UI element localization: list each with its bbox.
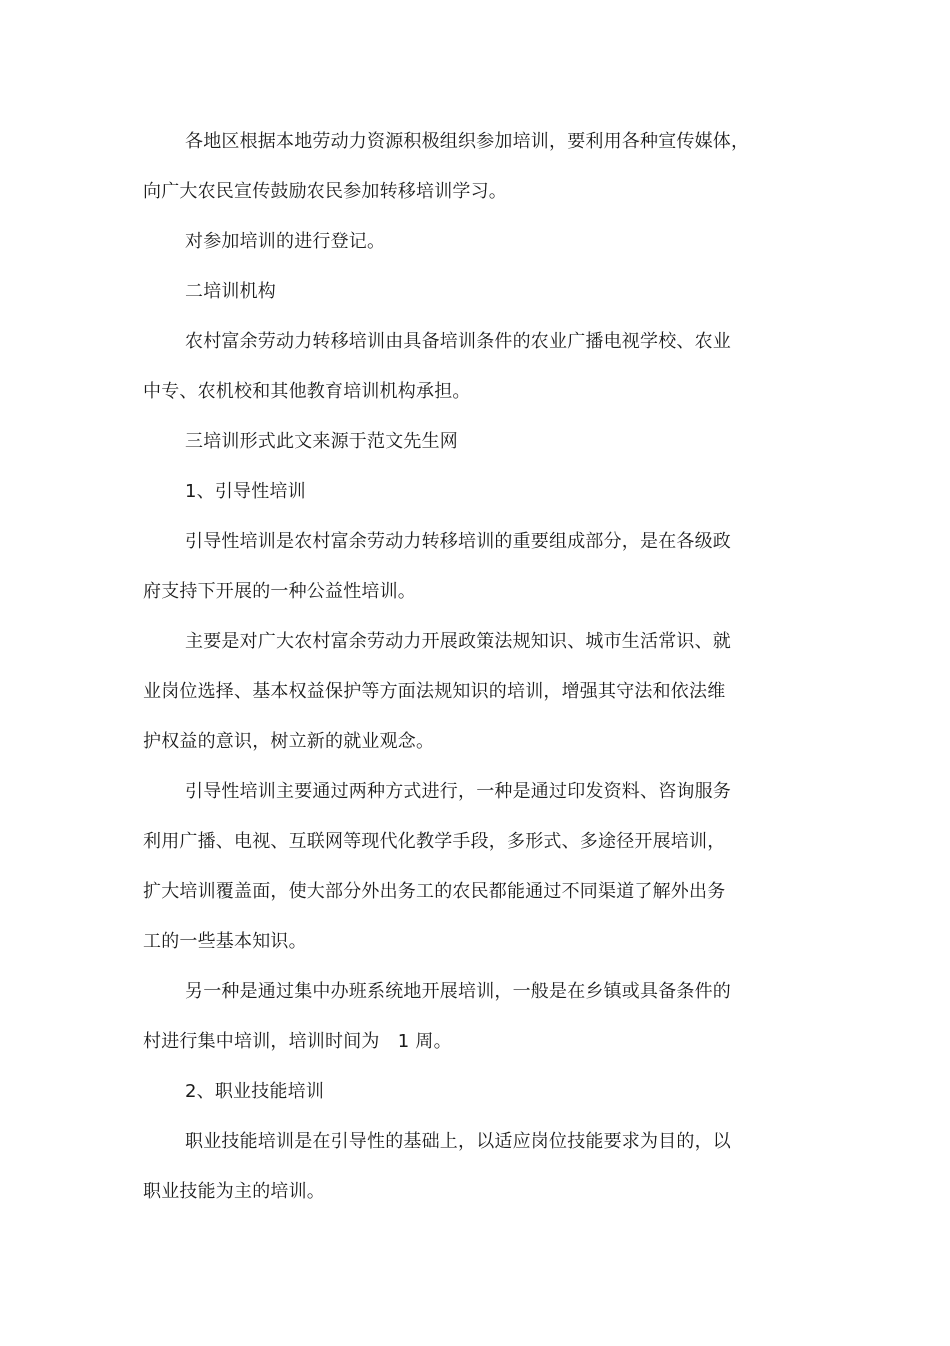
text-line: 业岗位选择、基本权益保护等方面法规知识的培训，增强其守法和依法维 xyxy=(143,681,726,702)
text-line: 职业技能培训是在引导性的基础上，以适应岗位技能要求为目的，以 xyxy=(185,1131,731,1152)
text-line: 护权益的意识，树立新的就业观念。 xyxy=(143,731,435,752)
text-line: 引导性培训是农村富余劳动力转移培训的重要组成部分，是在各级政 xyxy=(185,531,731,552)
section-heading: 二培训机构 xyxy=(185,281,276,302)
text-line: 府支持下开展的一种公益性培训。 xyxy=(143,581,416,602)
text-line: 主要是对广大农村富余劳动力开展政策法规知识、城市生活常识、就 xyxy=(185,631,731,652)
text-line: 引导性培训主要通过两种方式进行，一种是通过印发资料、咨询服务 xyxy=(185,781,731,802)
text-line: 农村富余劳动力转移培训由具备培训条件的农业广播电视学校、农业 xyxy=(185,331,731,352)
text-line: 另一种是通过集中办班系统地开展培训，一般是在乡镇或具备条件的 xyxy=(185,981,731,1002)
text-line: 扩大培训覆盖面，使大部分外出务工的农民都能通过不同渠道了解外出务 xyxy=(143,881,726,902)
text-line: 利用广播、电视、互联网等现代化教学手段，多形式、多途径开展培训， xyxy=(143,831,726,852)
text-line: 对参加培训的进行登记。 xyxy=(185,231,386,252)
section-heading: 三培训形式此文来源于范文先生网 xyxy=(185,431,458,452)
text-line: 职业技能为主的培训。 xyxy=(143,1181,325,1202)
subsection-heading: 2、职业技能培训 xyxy=(185,1081,325,1102)
subsection-heading: 1、引导性培训 xyxy=(185,481,306,502)
text-line: 工的一些基本知识。 xyxy=(143,931,307,952)
text-line: 村进行集中培训，培训时间为 1 周。 xyxy=(143,1031,452,1052)
text-line: 中专、农机校和其他教育培训机构承担。 xyxy=(143,381,471,402)
text-line: 向广大农民宣传鼓励农民参加转移培训学习。 xyxy=(143,181,507,202)
text-line: 各地区根据本地劳动力资源积极组织参加培训，要利用各种宣传媒体， xyxy=(185,131,750,152)
